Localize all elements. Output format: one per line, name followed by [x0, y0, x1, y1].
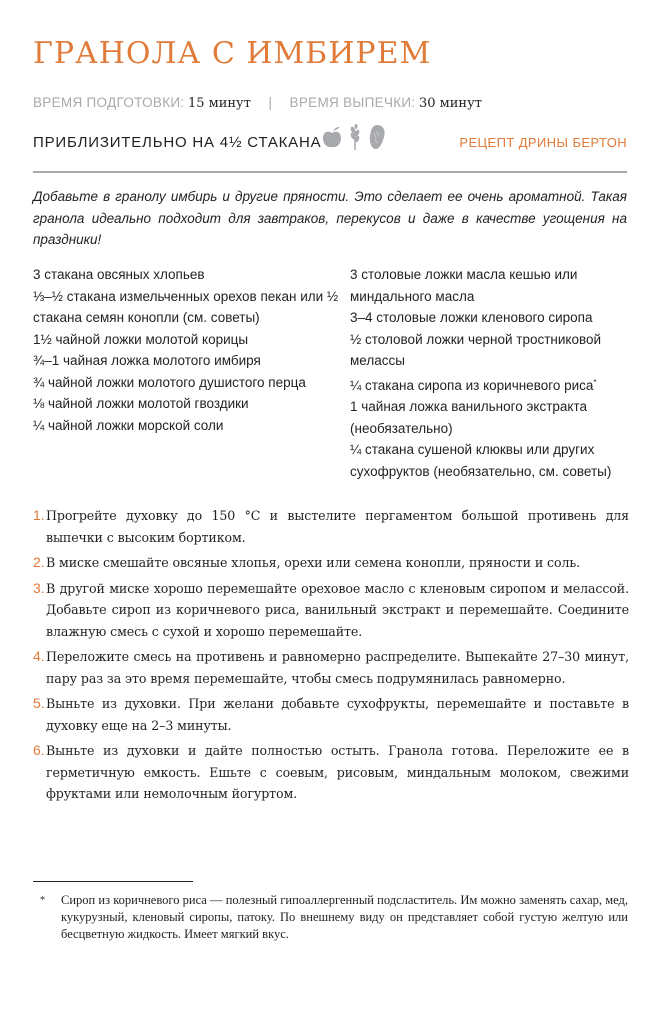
ingredient-item: 3–4 столовые ложки кленового сиропа — [350, 310, 593, 325]
step-number: 4. — [33, 648, 45, 664]
step-text: В другой миске хорошо перемешайте ореховое масло с кленовым сиропом и мелассой. Добавьте сироп из коричневого риса, ванильный экстракт и перемешайте. Соедините влажную смесь с сухой и хорошо перемешайте. — [46, 580, 629, 639]
recipe-author: РЕЦЕПТ ДРИНЫ БЕРТОН — [459, 135, 627, 150]
prep-time-value: 15 минут — [187, 96, 251, 111]
step-text: В миске смешайте овсяные хлопья, орехи или семена конопли, пряности и соль. — [46, 555, 581, 570]
ingredient-item: ¾–1 чайная ложка молотого имбиря — [33, 353, 261, 368]
footnote-text: Сироп из коричневого риса — полезный гипоаллергенный подсластитель. Им можно заменять сахар, мед, кукурузный, кленовый сиропы, патоку. По внешнему виду он представляет собой густую желтую или бесцветную жидкость. Имеет мягкий вкус. — [61, 893, 628, 941]
ingredient-item: 3 стакана овсяных хлопьев — [33, 267, 205, 282]
instruction-step — [33, 646, 629, 689]
step-text: Выньте из духовки. При желани добавьте сухофрукты, перемешайте и поставьте в духовку еще на 2–3 минуты. — [46, 696, 629, 733]
bake-time-value: 30 минут — [418, 96, 482, 111]
ingredient-item — [350, 372, 633, 397]
step-number: 3. — [33, 579, 45, 596]
instruction-step — [33, 552, 629, 574]
ingredient-item: ½ столовой ложки черной тростниковой мелассы — [350, 331, 602, 368]
ingredients-list — [33, 264, 633, 482]
ingredient-item: ¼ стакана сушеной клюквы или других сухофруктов (необязательно, см. советы) — [350, 442, 612, 479]
recipe-yield: ПРИБЛИЗИТЕЛЬНО НА 4½ СТАКАНА — [33, 134, 322, 151]
instruction-step — [33, 578, 629, 643]
seed-icon — [368, 124, 386, 150]
step-number: 6. — [33, 742, 45, 758]
recipe-title: ГРАНОЛА С ИМБИРЕМ — [33, 36, 432, 71]
times-separator: | — [268, 94, 273, 110]
step-text: Выньте из духовки и дайте полностью остыть. Гранола готова. Переложите ее в герметичную емкость. Ешьте с соевым, рисовым, миндальным молоком, свежими фруктами или немолочным йогуртом. — [46, 743, 629, 801]
apple-icon — [322, 125, 342, 149]
step-number: 5. — [33, 695, 45, 711]
recipe-intro: Добавьте в гранолу имбирь и другие пряности. Это сделает ее очень ароматной. Такая гранола идеально подходит для завтраков, перекусов и даже в качестве угощения на праздники! — [33, 189, 627, 247]
step-text: Прогрейте духовку до 150 °C и выстелите пергаментом большой противень для выпечки с высоким бортиком. — [46, 508, 629, 545]
step-text: Переложите смесь на противень и равномерно распределите. Выпекайте 27–30 минут, пару раз за это время перемешайте, чтобы смесь подрумянилась равномерно. — [46, 649, 629, 686]
ingredient-text: ¼ стакана сиропа из коричневого риса — [350, 377, 594, 393]
instruction-step — [33, 740, 629, 805]
ingredient-item: 1½ чайной ложки молотой корицы — [33, 331, 249, 347]
diet-icons — [322, 124, 386, 150]
step-number: 2. — [33, 554, 45, 570]
prep-time-label: ВРЕМЯ ПОДГОТОВКИ: — [33, 95, 185, 110]
ingredient-item: 1 чайная ложка ванильного экстракта (необязательно) — [350, 399, 588, 436]
ingredient-item: ¾ чайной ложки молотого душистого перца — [33, 374, 306, 390]
footnote — [40, 892, 628, 943]
recipe-times — [33, 94, 482, 112]
header-divider — [33, 171, 627, 173]
step-number: 1. — [33, 507, 45, 523]
bake-time-label: ВРЕМЯ ВЫПЕЧКИ: — [289, 95, 416, 110]
instruction-step — [33, 693, 629, 736]
ingredients-column-left — [33, 264, 350, 482]
ingredient-item: ⅛ чайной ложки молотой гвоздики — [33, 396, 249, 411]
ingredient-item: ⅓–½ стакана измельченных орехов пекан или ½ стакана семян конопли (см. советы) — [33, 288, 339, 325]
ingredients-column-right — [350, 264, 633, 482]
ingredient-item: ¼ чайной ложки морской соли — [33, 417, 224, 433]
ingredient-item: 3 столовые ложки масла кешью или миндального масла — [350, 267, 578, 304]
footnote-divider — [33, 881, 193, 882]
wheat-icon — [348, 124, 362, 150]
instruction-step — [33, 505, 629, 548]
footnote-marker: * — [593, 377, 597, 387]
footnote-marker: * — [40, 895, 45, 906]
instructions-list — [33, 505, 629, 809]
